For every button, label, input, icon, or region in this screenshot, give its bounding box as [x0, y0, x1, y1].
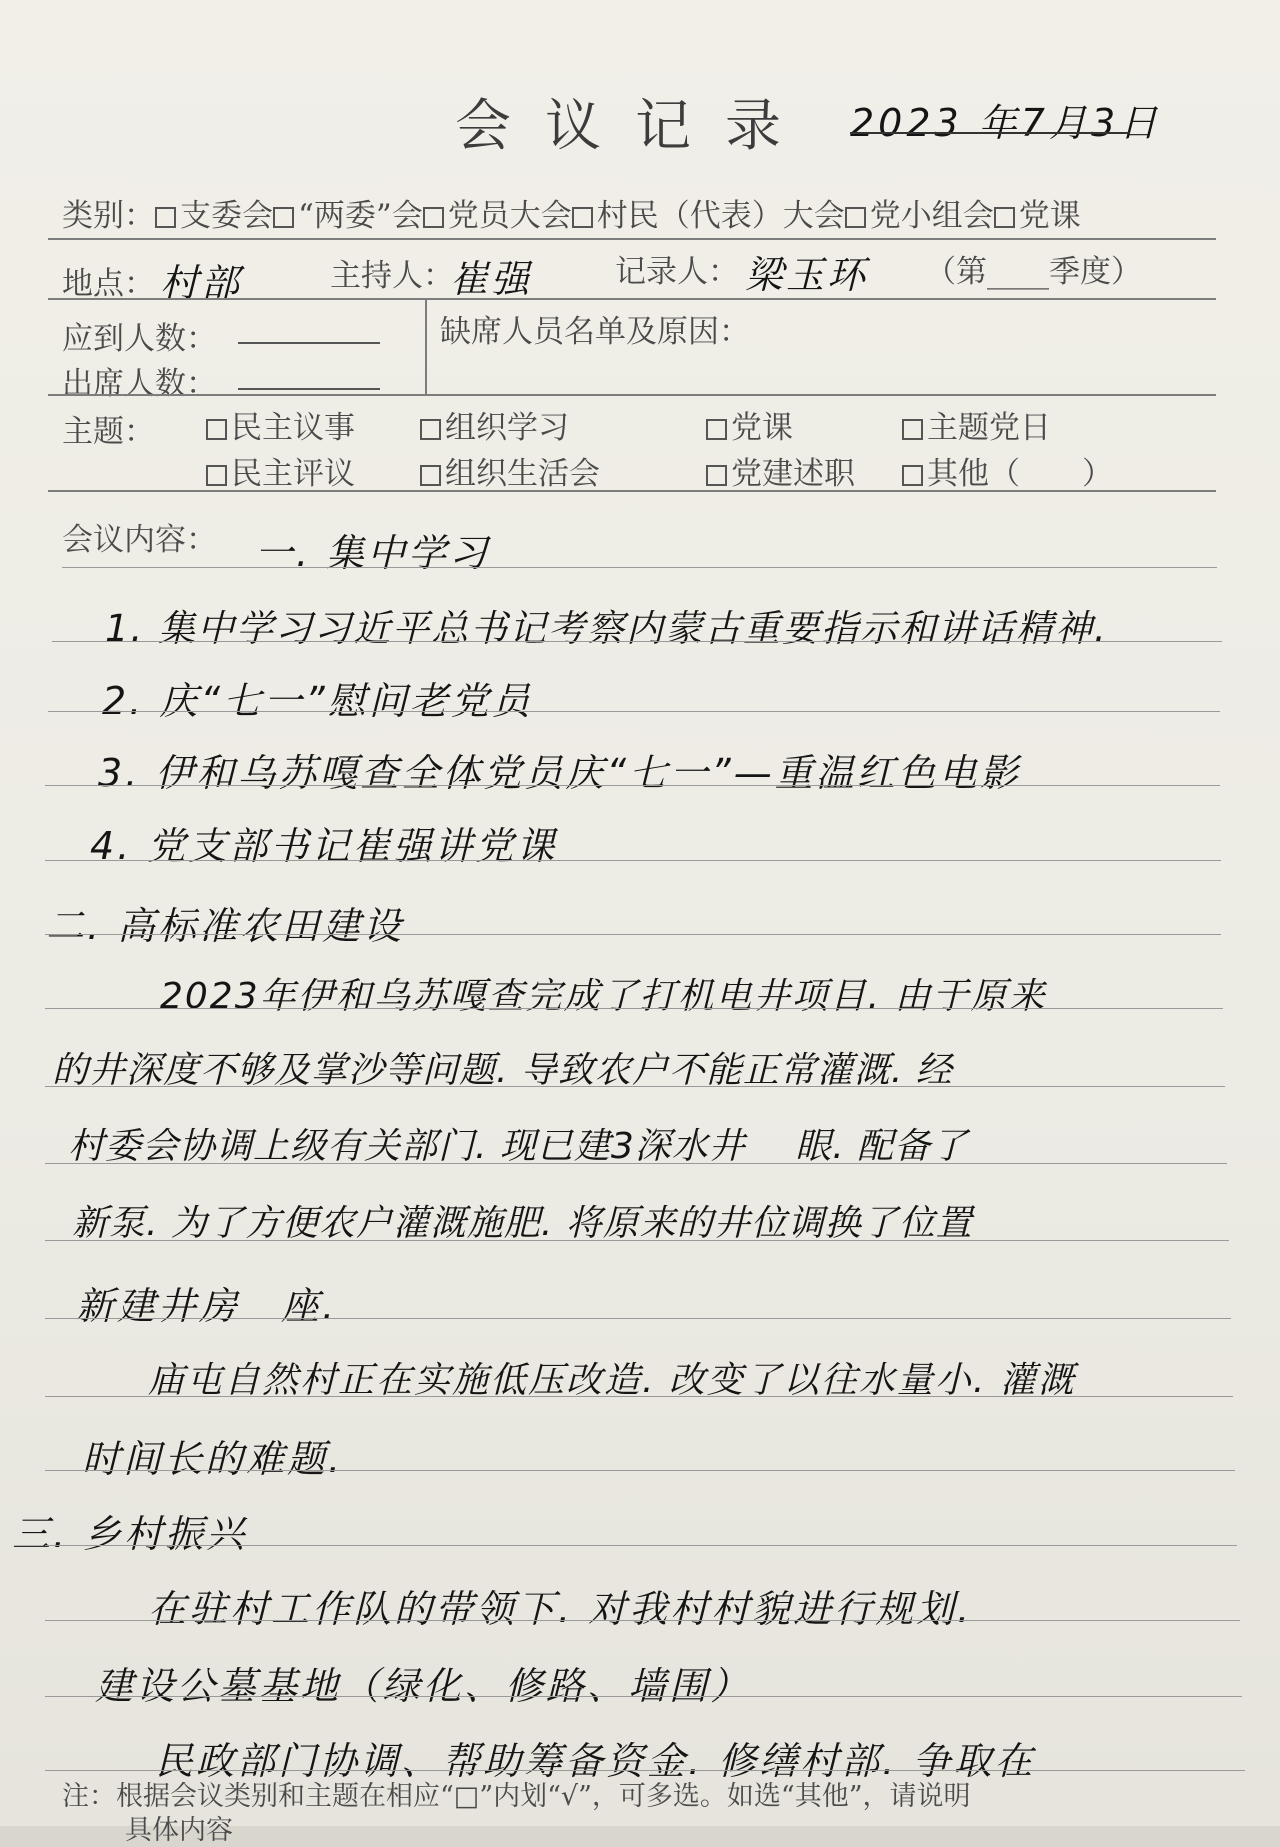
- category-checkbox[interactable]: [273, 207, 294, 228]
- topic-checkbox[interactable]: [902, 465, 923, 486]
- topic-checkbox[interactable]: [206, 465, 227, 486]
- page-title: 会议记录: [455, 94, 815, 159]
- topic-option: 组织生活会: [420, 448, 600, 493]
- topic-option: 组织学习: [420, 402, 569, 447]
- recorder-label: 记录人：: [615, 254, 739, 290]
- topic-option: 民主评议: [206, 448, 355, 493]
- category-option: “两委”会: [298, 198, 423, 234]
- attended-count-label: 出席人数：: [62, 366, 217, 402]
- topic-option: 党建述职: [706, 448, 855, 493]
- ruled-line: [45, 1770, 1245, 1771]
- category-option: 支委会: [180, 198, 273, 234]
- form-divider: [48, 298, 1216, 300]
- content-line: 在驻村工作队的带领下. 对我村村貌进行规划.: [148, 1587, 973, 1631]
- content-line: 的井深度不够及掌沙等问题. 导致农户不能正常灌溉. 经: [52, 1050, 953, 1091]
- category-option: 党员大会: [447, 198, 572, 234]
- topic-checkbox[interactable]: [706, 419, 727, 440]
- ruled-line: [45, 860, 1221, 861]
- content-line: 民政部门协调、帮助筹备资金. 修缮村部. 争取在: [155, 1739, 1036, 1783]
- host-label: 主持人：: [330, 258, 454, 294]
- form-divider: [48, 490, 1216, 492]
- attended-count-field[interactable]: [238, 388, 380, 390]
- category-option: 党小组会: [869, 198, 994, 234]
- expected-count-label: 应到人数：: [62, 321, 217, 357]
- host-value: 崔强: [450, 257, 533, 301]
- ruled-line: [45, 1396, 1233, 1397]
- ruled-line: [45, 785, 1220, 786]
- content-line: 2023年伊和乌苏嘎查完成了打机电井项目. 由于原来: [160, 976, 1047, 1017]
- ruled-line: [52, 641, 1222, 642]
- form-divider: [48, 394, 1216, 396]
- category-checkbox[interactable]: [994, 207, 1015, 228]
- expected-count-field[interactable]: [238, 342, 380, 344]
- content-line: 一. 集中学习: [255, 531, 491, 575]
- content-label: 会议内容：: [62, 522, 217, 558]
- category-option: 党课: [1018, 198, 1081, 234]
- footer-note-continued: 具体内容: [125, 1815, 233, 1846]
- meeting-date: 2023 年7月3日: [850, 101, 1162, 145]
- category-checkbox[interactable]: [845, 207, 866, 228]
- category-row: [62, 190, 1081, 235]
- quarter-text: （第____季度）: [925, 254, 1142, 290]
- content-line: 新泵. 为了方便农户灌溉施肥. 将原来的井位调换了位置: [72, 1203, 973, 1244]
- content-line: 三. 乡村振兴: [12, 1512, 248, 1556]
- ruled-line: [45, 1545, 1237, 1546]
- absent-label: 缺席人员名单及原因：: [440, 314, 750, 350]
- form-divider-vertical: [425, 300, 427, 394]
- topic-checkbox[interactable]: [420, 419, 441, 440]
- location-value: 村部: [160, 261, 243, 305]
- content-line: 1. 集中学习习近平总书记考察内蒙古重要指示和讲话精神.: [105, 607, 1108, 650]
- content-line: 3. 伊和乌苏嘎查全体党员庆“七一”—重温红色电影: [98, 751, 1021, 795]
- topic-option: 民主议事: [206, 402, 355, 447]
- ruled-line: [45, 1163, 1227, 1164]
- category-checkbox[interactable]: [423, 207, 444, 228]
- topic-option: 主题党日: [902, 402, 1051, 447]
- recorder-value: 梁玉环: [745, 253, 869, 297]
- content-line: 二. 高标准农田建设: [46, 904, 405, 948]
- content-line: 建设公墓基地（绿化、修路、墙围）: [95, 1664, 752, 1708]
- ruled-line: [45, 1240, 1229, 1241]
- topic-checkbox[interactable]: [706, 465, 727, 486]
- category-checkbox[interactable]: [155, 207, 176, 228]
- ruled-line: [62, 567, 1217, 568]
- category-option: 村民（代表）大会: [596, 198, 845, 234]
- location-label: 地点：: [62, 266, 155, 302]
- ruled-line: [45, 934, 1221, 935]
- content-line: 新建井房 座.: [76, 1284, 338, 1328]
- ruled-line: [45, 1620, 1240, 1621]
- ruled-line: [45, 1470, 1235, 1471]
- content-line: 4. 党支部书记崔强讲党课: [90, 824, 558, 868]
- form-divider: [48, 238, 1216, 240]
- ruled-line: [45, 1086, 1225, 1087]
- topic-label: 主题：: [62, 414, 155, 450]
- ruled-line: [45, 1008, 1223, 1009]
- ruled-line: [45, 1318, 1231, 1319]
- ruled-line: [48, 711, 1220, 712]
- content-line: 庙屯自然村正在实施低压改造. 改变了以往水量小. 灌溉: [148, 1360, 1076, 1401]
- topic-checkbox[interactable]: [420, 465, 441, 486]
- ruled-line: [45, 1696, 1242, 1697]
- category-label: 类别：: [62, 198, 155, 234]
- footer-note: 注：根据会议类别和主题在相应“□”内划“√”，可多选。如选“其他”，请说明: [62, 1781, 971, 1812]
- content-line: 2. 庆“七一”慰问老党员: [102, 679, 533, 723]
- content-line: 村委会协调上级有关部门. 现已建3深水井 眼. 配备了: [68, 1126, 969, 1167]
- topic-checkbox[interactable]: [902, 419, 923, 440]
- topic-checkbox[interactable]: [206, 419, 227, 440]
- date-underline: [850, 132, 1130, 134]
- content-line: 时间长的难题.: [82, 1437, 344, 1481]
- topic-option: 党课: [706, 402, 793, 447]
- category-checkbox[interactable]: [572, 207, 593, 228]
- topic-option: 其他（ ）: [902, 448, 1113, 493]
